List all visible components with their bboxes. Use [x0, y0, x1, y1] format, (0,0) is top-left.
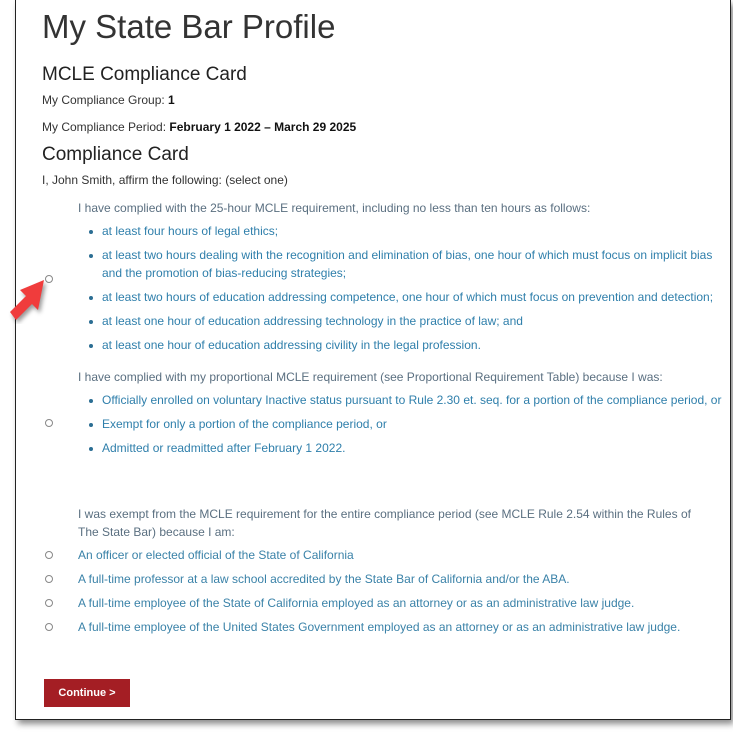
exempt-option-label: A full-time employee of the United States Government employed as an attorney or as an administrative law judge. — [78, 620, 681, 634]
cursor-arrow-icon — [4, 278, 50, 324]
list-item: at least four hours of legal ethics; — [102, 222, 722, 240]
radio-option-proportional[interactable] — [45, 419, 53, 427]
radio-exempt-officer[interactable] — [45, 551, 53, 559]
group-label: My Compliance Group: — [42, 93, 169, 107]
radio-exempt-federal-employee[interactable] — [45, 623, 53, 631]
exempt-lead: I was exempt from the MCLE requirement for the entire compliance period (see MCLE Rule 2.54 within the Rules of The State Bar) because I am: — [78, 507, 691, 539]
page-frame — [15, 0, 731, 720]
list-item: at least two hours dealing with the recognition and elimination of bias, one hour of which must focus on implicit bias and the promotion of bias-reducing strategies; — [102, 246, 722, 282]
option2-list — [102, 391, 722, 463]
list-item: Officially enrolled on voluntary Inactive status pursuant to Rule 2.30 et. seq. for a portion of the compliance period, or — [102, 393, 722, 407]
list-item: at least one hour of education addressing technology in the practice of law; and — [102, 312, 722, 330]
list-item: at least two hours of education addressing competence, one hour of which must focus on prevention and detection; — [102, 288, 722, 306]
continue-button[interactable]: Continue > — [44, 679, 130, 707]
exempt-option-label: An officer or elected official of the State of California — [78, 548, 354, 562]
card-heading: MCLE Compliance Card — [42, 64, 247, 85]
list-item: Admitted or readmitted after February 1 2022. — [102, 439, 722, 457]
option1-lead: I have complied with the 25-hour MCLE requirement, including no less than ten hours as follows: — [78, 201, 591, 215]
exempt-option-label: A full-time professor at a law school accredited by the State Bar of California and/or the ABA. — [78, 572, 570, 586]
option2-lead: I have complied with my proportional MCLE requirement (see Proportional Requirement Table) because I was: — [78, 370, 663, 384]
compliance-period — [42, 120, 356, 134]
compliance-group — [42, 93, 175, 107]
radio-exempt-professor[interactable] — [45, 575, 53, 583]
list-item: at least one hour of education addressing civility in the legal profession. — [102, 336, 722, 354]
option1-list — [102, 222, 722, 360]
radio-exempt-state-employee[interactable] — [45, 599, 53, 607]
affirm-text: I, John Smith, affirm the following: (select one) — [42, 173, 288, 187]
exempt-option-label: A full-time employee of the State of California employed as an attorney or as an administrative law judge. — [78, 596, 635, 610]
group-value: 1 — [168, 93, 175, 107]
section-heading: Compliance Card — [42, 144, 189, 165]
list-item: Exempt for only a portion of the compliance period, or — [102, 415, 722, 433]
period-value: February 1 2022 – March 29 2025 — [169, 120, 357, 134]
period-label: My Compliance Period: — [42, 120, 170, 134]
page-title: My State Bar Profile — [42, 8, 336, 45]
